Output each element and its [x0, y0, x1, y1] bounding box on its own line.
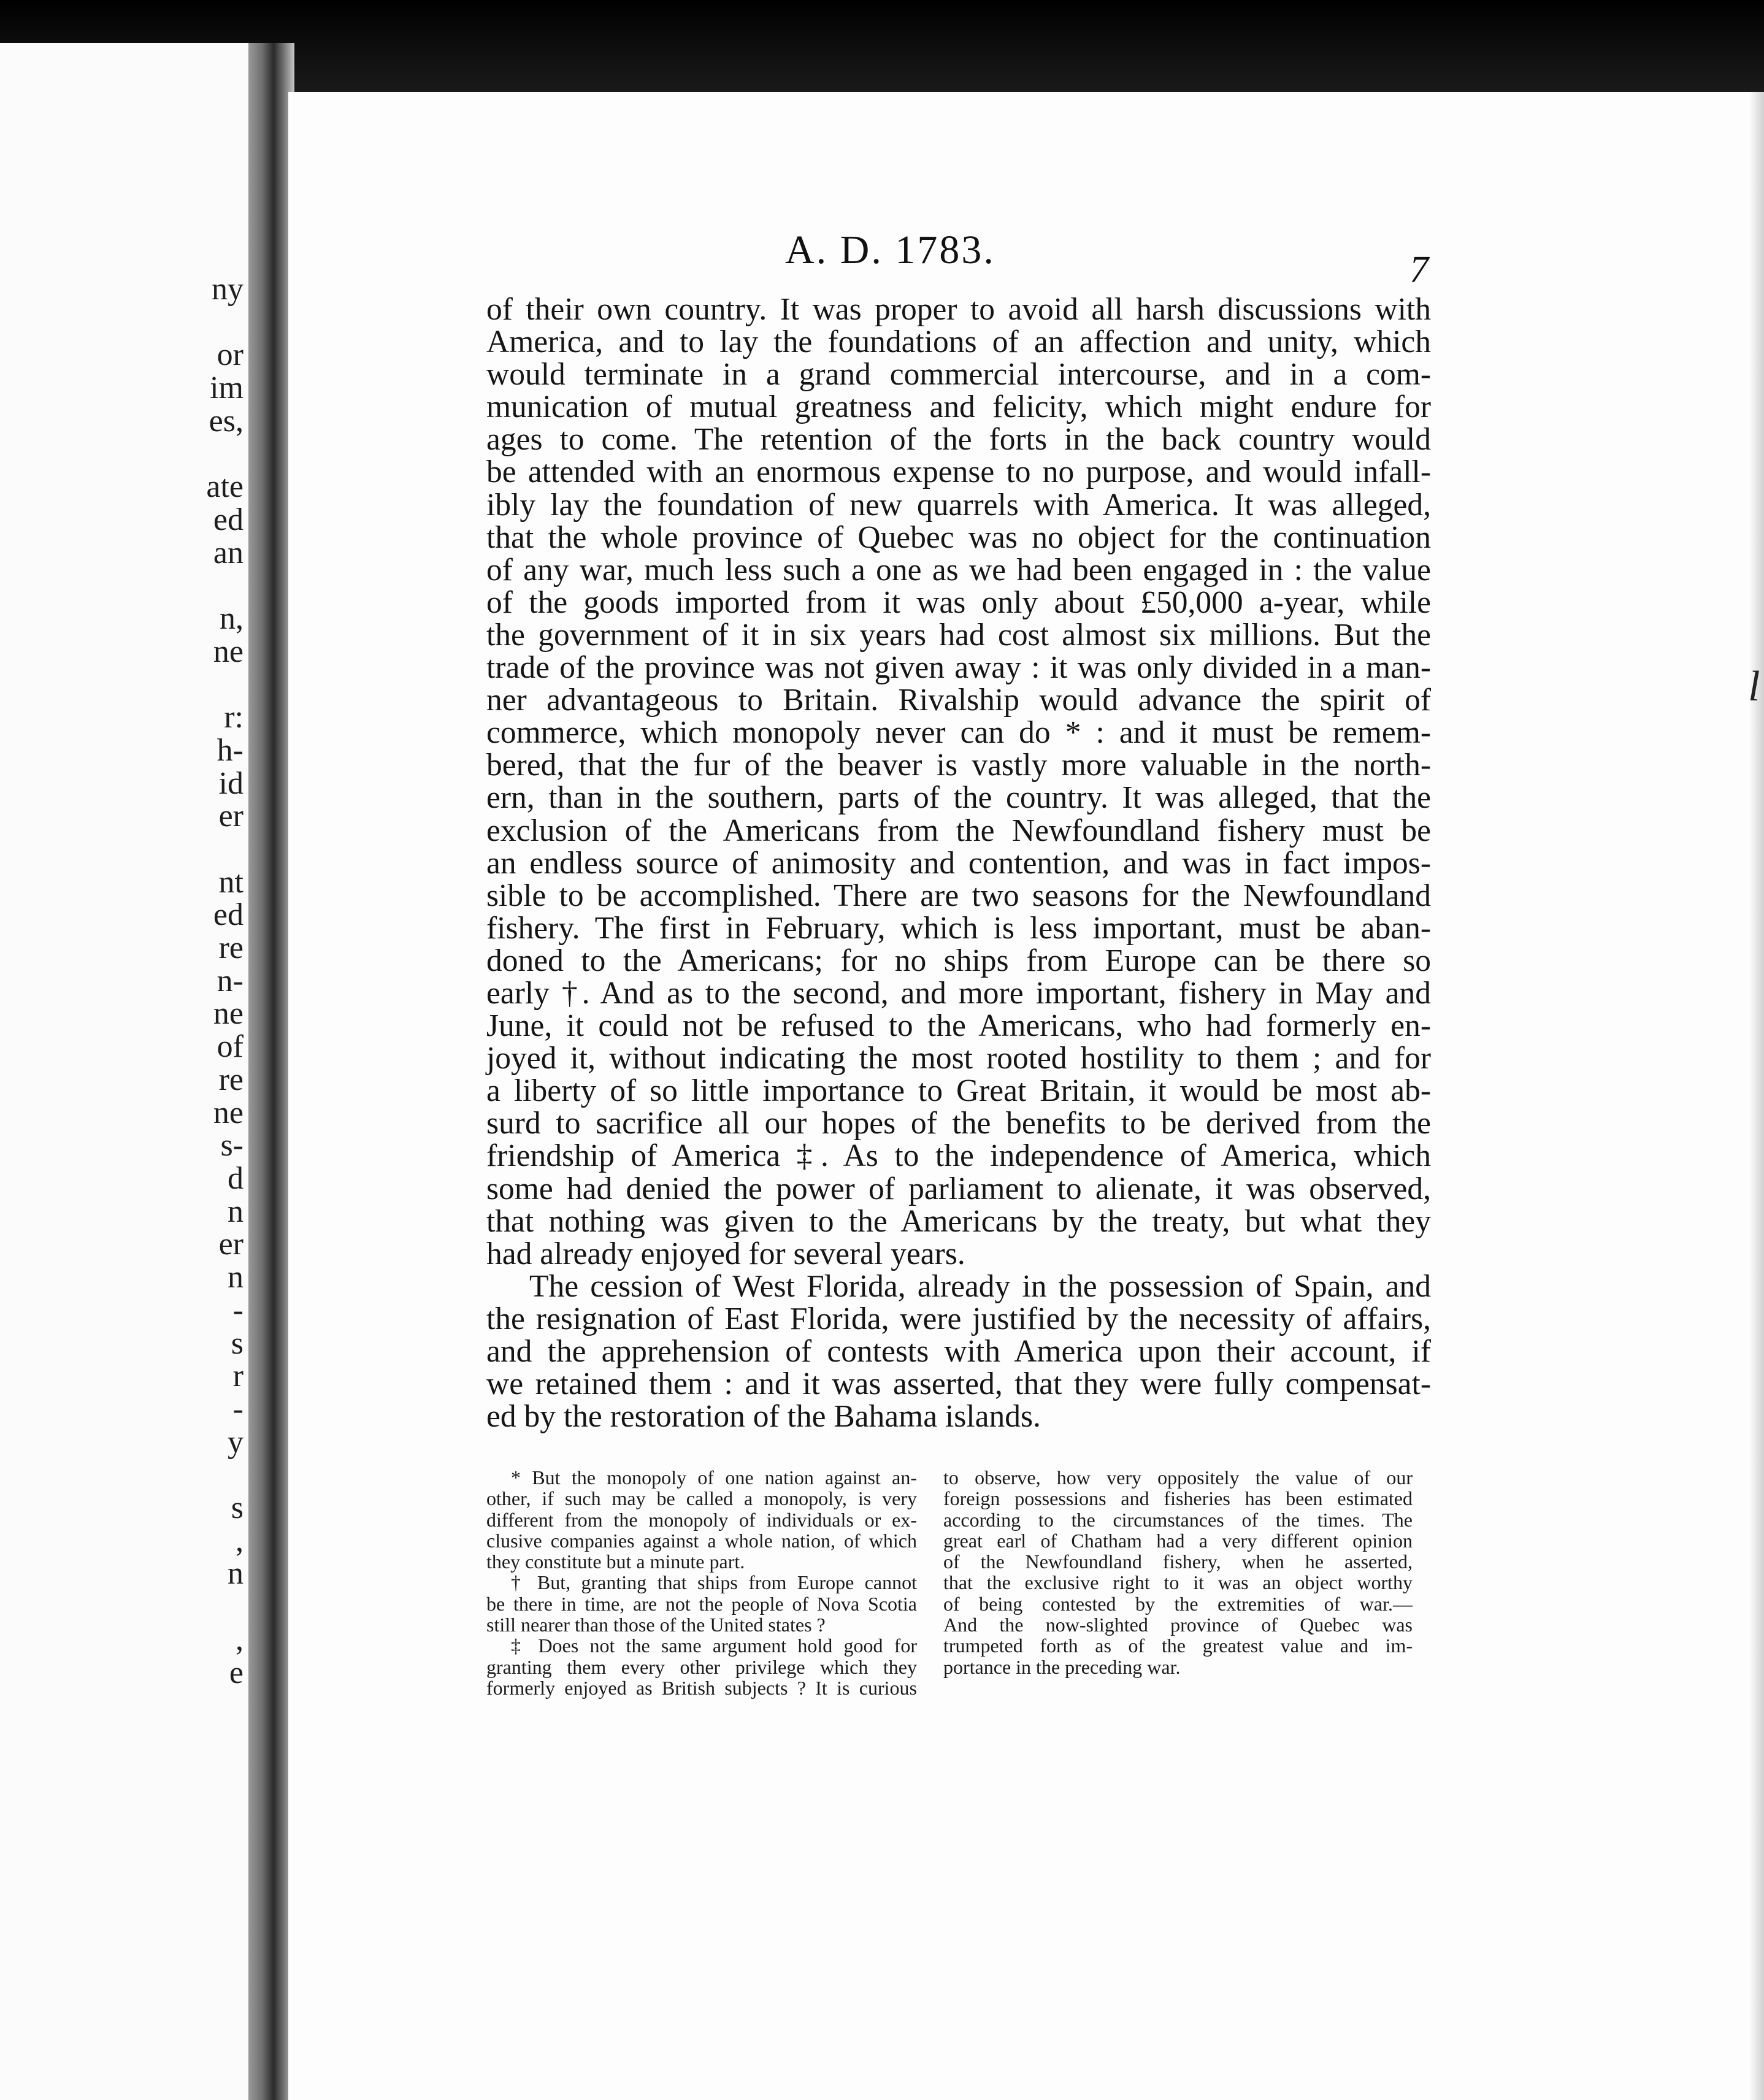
left-facing-page	[0, 43, 248, 2100]
left-page-fragment: ny	[212, 272, 244, 307]
left-page-fragment: ed	[213, 502, 244, 537]
left-page-fragment: ed	[213, 897, 244, 933]
body-line: June, it could not be refused to the Americans, who had formerly en-	[486, 1008, 1431, 1044]
left-page-fragment: -	[232, 1391, 244, 1427]
footnote-line: great earl of Chatham had a very different opinion	[943, 1529, 1413, 1552]
body-line: of the goods imported from it was only about £50,000 a-year, while	[486, 584, 1431, 620]
footnote-line: different from the monopoly of individuals or ex-	[486, 1508, 917, 1531]
body-line: some had denied the power of parliament to alienate, it was observed,	[486, 1171, 1431, 1206]
left-page-fragment: n	[228, 1260, 244, 1295]
body-line: an endless source of animosity and contention, and was in fact impos-	[486, 845, 1431, 881]
left-page-fragment: re	[218, 1062, 244, 1097]
left-page-fragment: n-	[217, 963, 244, 998]
left-page-fragment: er	[218, 1227, 244, 1262]
left-page-fragment: ate	[206, 469, 244, 505]
left-page-fragment: ,	[236, 1622, 244, 1657]
body-line: ages to come. The retention of the forts in the back country would	[486, 422, 1431, 458]
left-page-fragment	[206, 306, 244, 339]
body-line: joyed it, without indicating the most rooted hostility to them ; and for	[486, 1041, 1431, 1076]
body-line: ed by the restoration of the Bahama islands.	[486, 1399, 1041, 1435]
footnote-line: be there in time, are not the people of Nova Scotia	[486, 1592, 917, 1615]
body-line: ibly lay the foundation of new quarrels with America. It was alleged,	[486, 487, 1431, 523]
body-line: friendship of America ‡. As to the independence of America, which	[486, 1138, 1431, 1174]
footnote-line: of the Newfoundland fishery, when he asserted,	[943, 1550, 1413, 1573]
left-page-fragment	[206, 668, 244, 701]
left-page-fragment: ne	[213, 996, 244, 1032]
footnote-line: portance in the preceding war.	[943, 1655, 1181, 1678]
body-line: bered, that the fur of the beaver is vastly more valuable in the north-	[486, 748, 1431, 783]
left-page-fragment: n	[228, 1194, 244, 1229]
body-line: sible to be accomplished. There are two seasons for the Newfoundland	[486, 878, 1431, 913]
left-page-fragment: s-	[220, 1128, 244, 1163]
body-text	[486, 293, 1431, 1433]
left-page-fragment: es,	[209, 403, 244, 439]
footnote-line: trumpeted forth as of the greatest value and im-	[943, 1634, 1413, 1657]
body-line: we retained them : and it was asserted, that they were fully compensat-	[486, 1366, 1431, 1402]
left-page-fragment: r	[232, 1358, 244, 1394]
body-line: early †. And as to the second, and more important, fishery in May and	[486, 975, 1431, 1011]
left-page-fragment: h-	[217, 732, 244, 768]
footnote-line: of being contested by the extremities of war.—	[943, 1592, 1413, 1615]
left-page-fragment: id	[218, 765, 244, 801]
left-page-fragment	[206, 438, 244, 471]
body-line: trade of the province was not given away : it was only divided in a man-	[486, 650, 1431, 686]
body-line: be attended with an enormous expense to no purpose, and would infall-	[486, 454, 1431, 490]
footnote-line: to observe, how very oppositely the value of our	[943, 1466, 1413, 1489]
body-line: surd to sacrifice all our hopes of the benefits to be derived from the	[486, 1106, 1431, 1141]
footnote-line: * But the monopoly of one nation against an-	[511, 1466, 917, 1489]
footnotes-left-column	[486, 1467, 917, 1698]
body-line: and the apprehension of contests with America upon their account, if	[486, 1334, 1431, 1369]
body-line: of any war, much less such a one as we had been engaged in : the value	[486, 552, 1431, 588]
body-line: The cession of West Florida, already in the possession of Spain, and	[529, 1268, 1431, 1304]
body-line: exclusion of the Americans from the Newfoundland fishery must be	[486, 813, 1431, 848]
left-page-fragment	[206, 833, 244, 866]
left-page-fragment	[206, 1590, 244, 1623]
footnotes-right-column	[943, 1467, 1413, 1677]
left-page-fragment	[206, 569, 244, 602]
left-page-fragment: re	[218, 930, 244, 966]
footnote-line: foreign possessions and fisheries has been estimated	[943, 1487, 1413, 1510]
left-page-fragment: n	[228, 1556, 244, 1592]
body-line: munication of mutual greatness and felicity, which might endure for	[486, 389, 1431, 425]
left-page-fragment	[206, 1458, 244, 1492]
left-page-fragment: n,	[220, 601, 244, 637]
footnote-line: other, if such may be called a monopoly, is very	[486, 1487, 917, 1510]
footnote-line: And the now-slighted province of Quebec was	[943, 1614, 1413, 1636]
left-page-fragment: or	[217, 337, 244, 373]
left-page-fragment: im	[210, 370, 244, 406]
left-page-fragment: ne	[213, 634, 244, 669]
left-page-fragment: nt	[218, 864, 244, 900]
body-line: that nothing was given to the Americans by the treaty, but what they	[486, 1203, 1431, 1239]
left-page-fragment: ,	[236, 1523, 244, 1558]
body-line: the resignation of East Florida, were justified by the necessity of affairs,	[486, 1301, 1431, 1336]
left-page-fragment: s	[231, 1325, 244, 1361]
footnote-line: still nearer than those of the United states ?	[486, 1614, 826, 1636]
body-line: fishery. The first in February, which is less important, must be aban-	[486, 910, 1431, 946]
body-line: had already enjoyed for several years.	[486, 1236, 965, 1271]
left-page-fragment: -	[232, 1292, 244, 1328]
page-number: 7	[1409, 249, 1428, 291]
left-page-fragment: an	[213, 535, 244, 570]
footnote-line: according to the circumstances of the times. The	[943, 1508, 1413, 1531]
left-page-fragment: y	[228, 1424, 244, 1460]
body-line: America, and to lay the foundations of an affection and unity, which	[486, 324, 1431, 360]
left-page-fragment: s	[231, 1490, 244, 1526]
body-line: of their own country. It was proper to avoid all harsh discussions with	[486, 292, 1431, 327]
left-page-fragment: d	[228, 1160, 244, 1196]
footnote-line: clusive companies against a whole nation, of which	[486, 1529, 917, 1552]
left-page-fragment: r:	[224, 700, 244, 735]
body-line: would terminate in a grand commercial intercourse, and in a com-	[486, 357, 1431, 393]
body-line: commerce, which monopoly never can do * : and it must be remem-	[486, 715, 1431, 751]
page-edge	[1749, 92, 1764, 2100]
footnote-line: that the exclusive right to it was an object worthy	[943, 1571, 1413, 1594]
body-line: a liberty of so little importance to Great Britain, it would be most ab-	[486, 1073, 1431, 1109]
body-line: doned to the Americans; for no ships from Europe can be there so	[486, 943, 1431, 978]
footnote-line: they constitute but a minute part.	[486, 1550, 745, 1573]
footnote-line: ‡ Does not the same argument hold good for	[511, 1634, 917, 1657]
left-page-fragment: e	[229, 1655, 244, 1690]
left-page-text-fragments	[206, 273, 244, 1689]
footnote-line: formerly enjoyed as British subjects ? It is curious	[486, 1676, 917, 1699]
left-page-fragment: of	[217, 1029, 244, 1065]
footnote-line: † But, granting that ships from Europe cannot	[511, 1571, 917, 1594]
body-line: that the whole province of Quebec was no object for the continuation	[486, 519, 1431, 555]
left-page-fragment: er	[218, 799, 244, 834]
body-line: ern, than in the southern, parts of the country. It was alleged, that the	[486, 780, 1431, 816]
body-line: ner advantageous to Britain. Rivalship would advance the spirit of	[486, 683, 1431, 718]
book-gutter	[248, 43, 294, 2100]
running-head: A. D. 1783.	[785, 228, 995, 272]
edge-mark: l	[1748, 663, 1760, 710]
left-page-fragment: ne	[213, 1095, 244, 1130]
body-line: the government of it in six years had cost almost six millions. But the	[486, 617, 1431, 653]
footnote-line: granting them every other privilege which they	[486, 1655, 917, 1678]
